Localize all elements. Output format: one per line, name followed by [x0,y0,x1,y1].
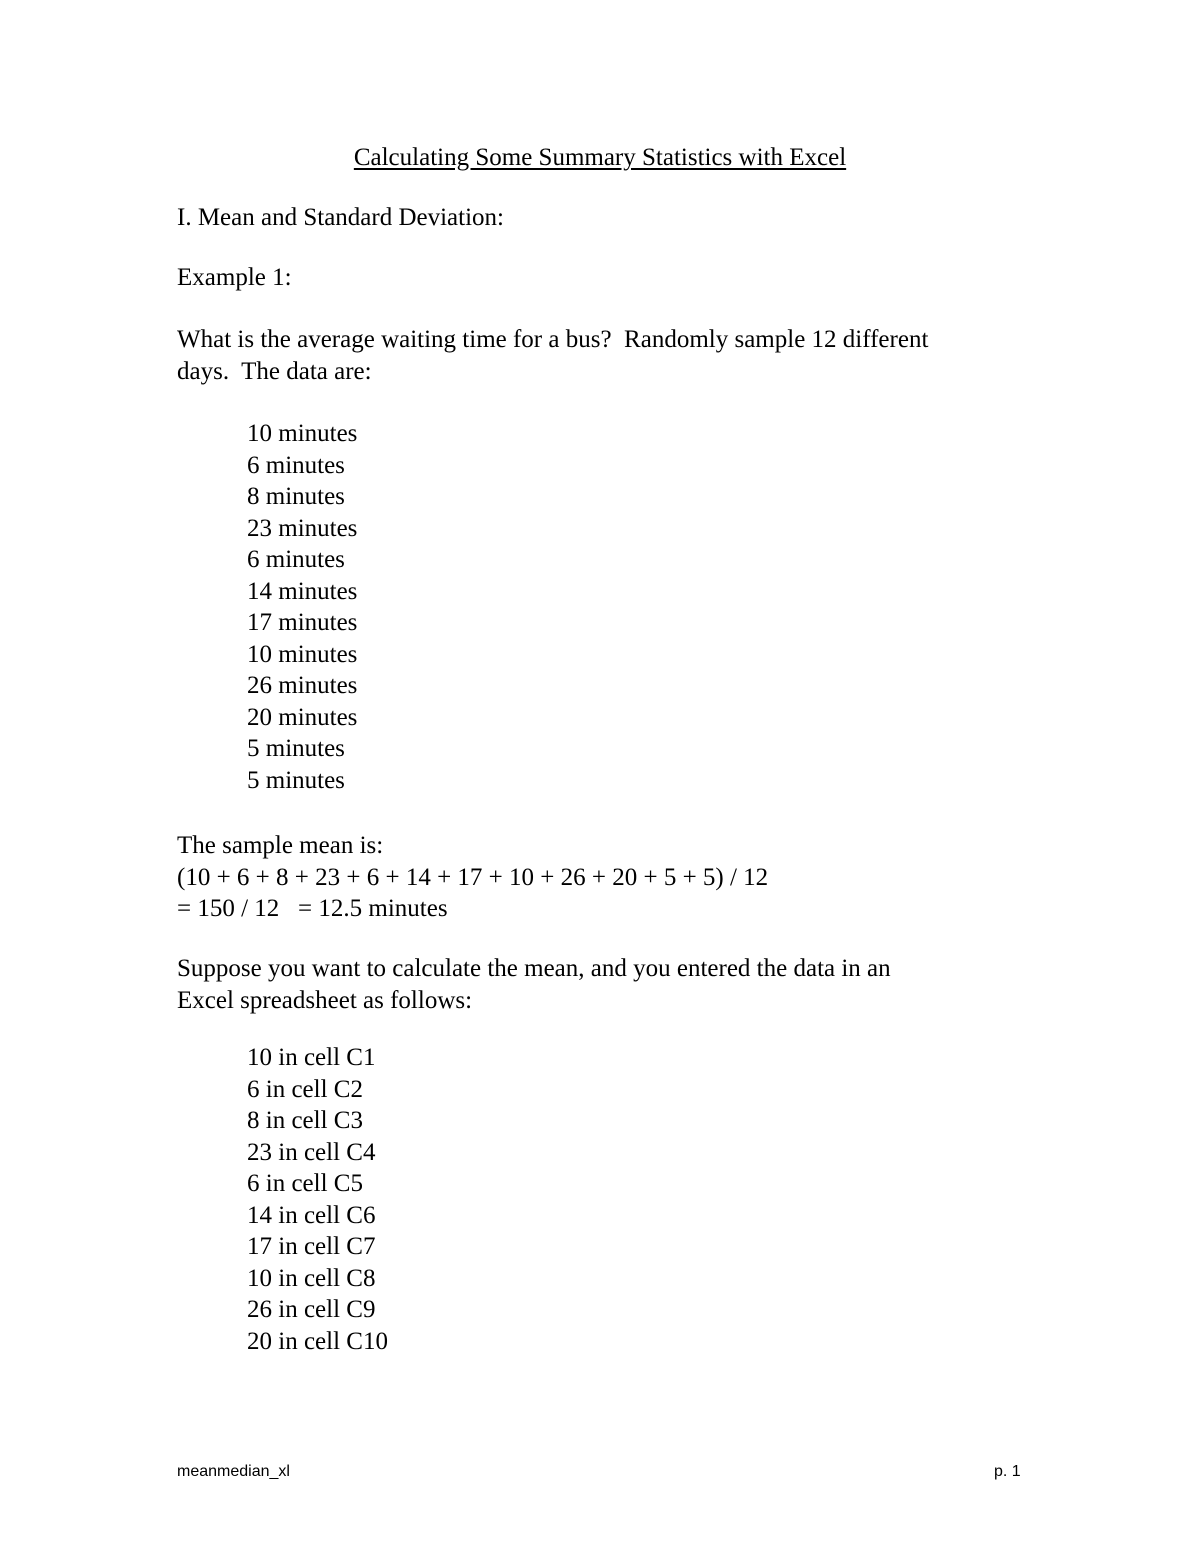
list-item: 6 in cell C5 [247,1170,363,1197]
example-label [177,262,1037,294]
mean-intro: The sample mean is: [177,832,384,859]
list-item: 8 minutes [247,483,345,510]
footer-filename: meanmedian_xl [177,1463,290,1480]
list-item: 26 in cell C9 [247,1296,376,1323]
list-item: 5 minutes [247,735,345,762]
list-item: 23 minutes [247,514,358,542]
section-heading-text: I. Mean and Standard Deviation: [177,204,504,231]
page-title: Calculating Some Summary Statistics with Excel [353,144,847,171]
list-item: 14 in cell C6 [247,1201,376,1229]
mean-result: = 150 / 12 = 12.5 minutes [177,895,448,922]
list-item: 20 in cell C10 [247,1327,388,1355]
question-line-1: What is the average waiting time for a bus? Randomly sample 12 different [177,326,929,353]
excel-intro-paragraph [177,953,1037,1016]
list-item: 10 in cell C8 [247,1264,376,1292]
list-item: 6 in cell C2 [247,1075,363,1103]
mean-calculation [177,830,1037,925]
section-heading [177,202,1037,234]
cell-list [247,1042,388,1357]
list-item: 20 minutes [247,703,358,731]
question-paragraph [177,324,1037,387]
list-item: 6 minutes [247,546,345,573]
list-item: 23 in cell C4 [247,1138,376,1166]
list-item: 5 minutes [247,766,345,794]
list-item: 14 minutes [247,577,358,605]
example-label-text: Example 1: [177,264,292,291]
data-list [247,418,357,796]
question-line-2: days. The data are: [177,357,372,385]
list-item: 6 minutes [247,451,345,479]
list-item: 8 in cell C3 [247,1107,363,1134]
mean-formula: (10 + 6 + 8 + 23 + 6 + 14 + 17 + 10 + 26 + 20 + 5 + 5) / 12 [177,863,769,891]
excel-intro-line-1: Suppose you want to calculate the mean, and you entered the data in an [177,955,891,982]
list-item: 10 minutes [247,420,358,447]
excel-intro-line-2: Excel spreadsheet as follows: [177,986,473,1014]
list-item: 26 minutes [247,672,358,699]
list-item: 10 in cell C1 [247,1044,376,1071]
footer-page-number: p. 1 [994,1463,1021,1480]
list-item: 10 minutes [247,640,358,668]
list-item: 17 in cell C7 [247,1233,376,1260]
list-item: 17 minutes [247,609,358,636]
